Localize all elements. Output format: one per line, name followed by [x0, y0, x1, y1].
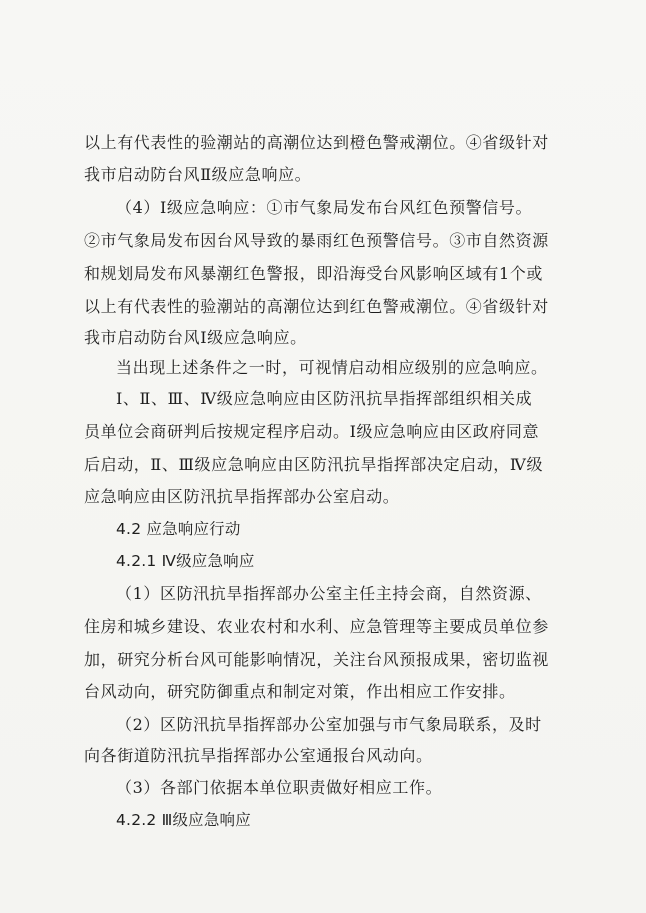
text-line-5: 和规划局发布风暴潮红色警报，即沿海受台风影响区域有1个或	[84, 264, 543, 283]
text-line-10: 员单位会商研判后按规定程序启动。Ⅰ级应急响应由区政府同意	[84, 422, 540, 441]
text-line-6: 以上有代表性的验潮站的高潮位达到红色警戒潮位。④省级针对	[84, 297, 549, 316]
section-heading-4-2-2: 4.2.2 Ⅲ级应急响应	[116, 811, 251, 829]
section-heading-4-2: 4.2 应急响应行动	[116, 520, 241, 538]
text-line-20: 向各街道防汛抗旱指挥部办公室通报台风动向。	[84, 746, 433, 765]
text-line-9: Ⅰ、Ⅱ、Ⅲ、Ⅳ级应急响应由区防汛抗旱指挥部组织相关成	[116, 389, 533, 408]
text-line-16: 住房和城乡建设、农业农村和水利、应急管理等主要成员单位参	[84, 617, 549, 636]
text-line-1: 以上有代表性的验潮站的高潮位达到橙色警戒潮位。④省级针对	[84, 133, 549, 152]
text-line-11: 后启动，Ⅱ、Ⅲ级应急响应由区防汛抗旱指挥部决定启动，Ⅳ级	[84, 455, 544, 474]
text-line-3: （4）Ⅰ级应急响应：①市气象局发布台风红色预警信号。	[116, 198, 533, 217]
text-line-8: 当出现上述条件之一时，可视情启动相应级别的应急响应。	[116, 358, 548, 377]
text-line-7: 我市启动防台风Ⅰ级应急响应。	[84, 328, 307, 347]
section-heading-4-2-1: 4.2.1 Ⅳ级应急响应	[116, 552, 255, 570]
text-line-17: 加，研究分析台风可能影响情况，关注台风预报成果，密切监视	[84, 650, 549, 669]
text-line-15: （1）区防汛抗旱指挥部办公室主任主持会商，自然资源、	[116, 584, 542, 603]
text-line-18: 台风动向，研究防御重点和制定对策，作出相应工作安排。	[84, 682, 516, 701]
text-line-19: （2）区防汛抗旱指挥部办公室加强与市气象局联系，及时	[116, 715, 542, 734]
text-line-4: ②市气象局发布因台风导致的暴雨红色预警信号。③市自然资源	[84, 231, 549, 250]
text-line-2: 我市启动防台风Ⅱ级应急响应。	[84, 165, 312, 184]
text-line-21: （3）各部门依据本单位职责做好相应工作。	[116, 778, 443, 797]
text-line-12: 应急响应由区防汛抗旱指挥部办公室启动。	[84, 487, 400, 506]
